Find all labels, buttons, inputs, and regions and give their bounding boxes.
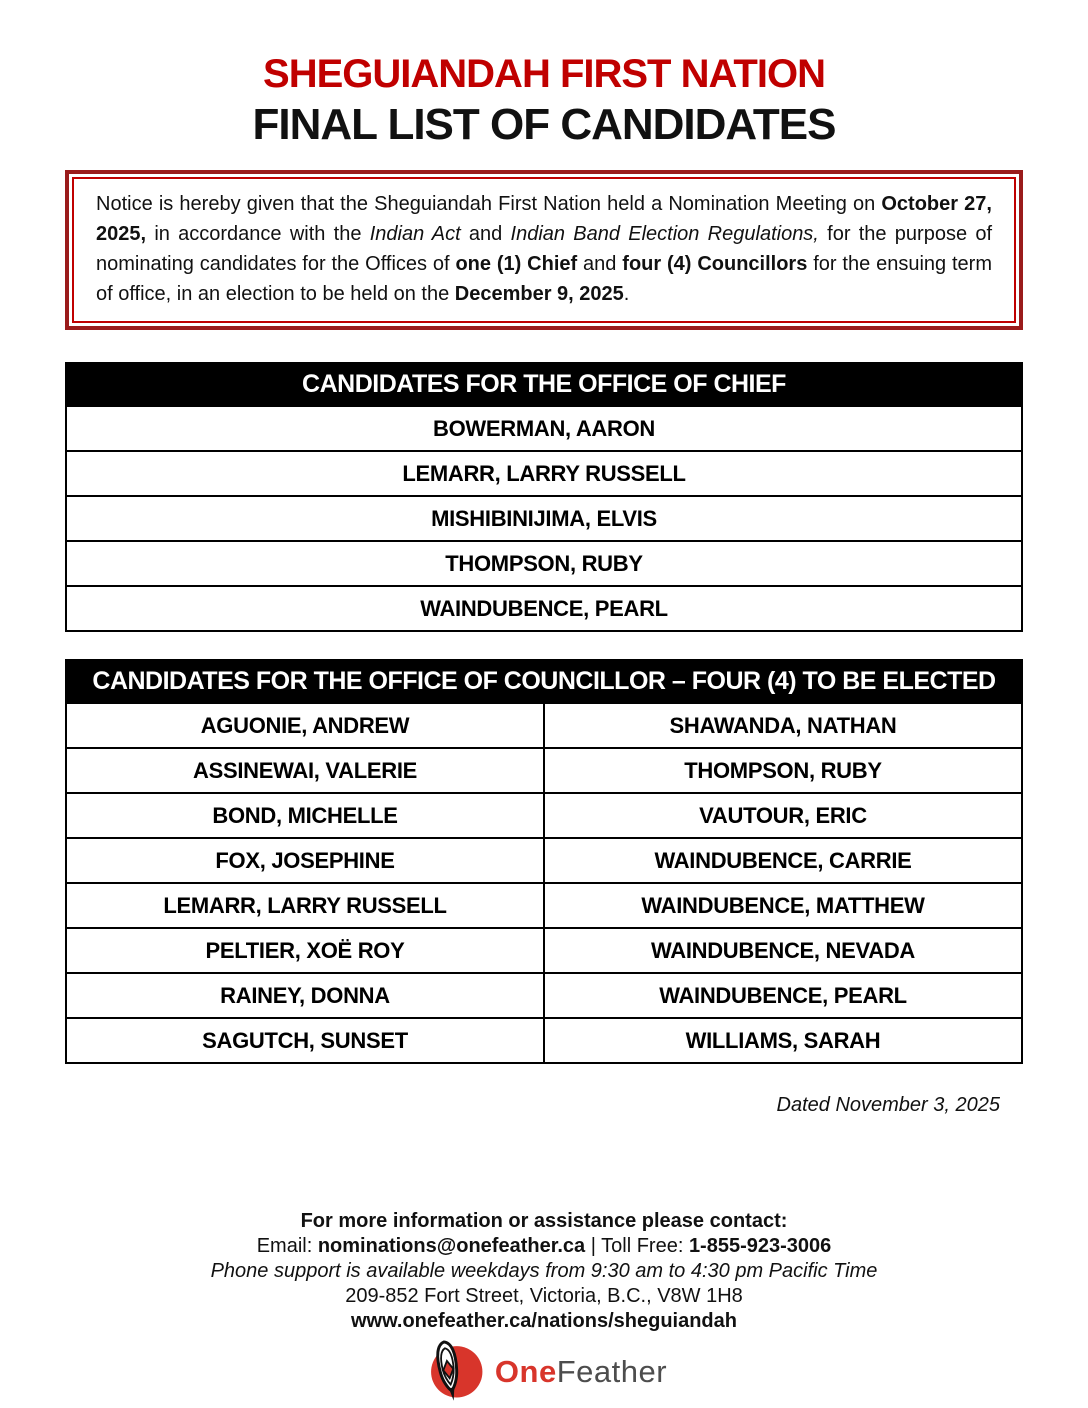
text-segment: October 27, 2025,	[96, 193, 992, 245]
chief-table-body	[67, 405, 1021, 630]
councillor-candidate-row	[67, 1017, 1021, 1062]
candidate-name: VAUTOUR, ERIC	[543, 794, 1021, 837]
text-segment: nominations@onefeather.ca	[317, 1235, 586, 1257]
councillor-candidate-row	[67, 882, 1021, 927]
chief-candidate-row	[67, 540, 1021, 585]
candidate-name: SHAWANDA, NATHAN	[543, 704, 1021, 747]
text-segment: in accordance with the	[146, 223, 370, 245]
candidate-name: LEMARR, LARRY RUSSELL	[402, 461, 686, 486]
councillor-candidate-row	[67, 702, 1021, 747]
candidate-name: ASSINEWAI, VALERIE	[193, 758, 417, 783]
candidate-name: BOWERMAN, AARON	[433, 416, 655, 441]
chief-candidate-row	[67, 450, 1021, 495]
councillor-candidate-row	[67, 837, 1021, 882]
candidate-name: SAGUTCH, SUNSET	[202, 1028, 408, 1053]
text-segment: for the ensuing term of office, in an election to be held on the	[96, 253, 992, 305]
candidate-name: THOMPSON, RUBY	[543, 749, 1021, 792]
phone-support-line: Phone support is available weekdays from 9:30 am to 4:30 pm Pacific Time	[210, 1260, 878, 1282]
candidate-name: MISHIBINIJIMA, ELVIS	[431, 506, 657, 531]
text-segment: for the purpose of nominating candidates for the Offices of	[96, 223, 993, 275]
text-segment: and	[577, 253, 623, 275]
onefeather-logo	[0, 1337, 1088, 1407]
logo-text-one: One	[494, 1354, 557, 1389]
text-segment: Indian Band Election Regulations,	[510, 223, 819, 245]
logo-text-feather: Feather	[556, 1354, 668, 1389]
chief-candidates-table	[65, 362, 1023, 632]
text-segment: 1-855-923-3006	[688, 1235, 832, 1257]
candidate-name: WAINDUBENCE, MATTHEW	[543, 884, 1021, 927]
footer-contact-block	[0, 1209, 1088, 1334]
notice-box-inner	[72, 177, 1016, 323]
nation-title: SHEGUIANDAH FIRST NATION	[263, 52, 825, 96]
text-segment: Notice is hereby given that the Sheguiandah First Nation held a Nomination Meeting on	[96, 193, 882, 215]
candidate-name: WAINDUBENCE, NEVADA	[543, 929, 1021, 972]
dated-line: Dated November 3, 2025	[776, 1094, 1000, 1116]
candidate-name: WAINDUBENCE, CARRIE	[543, 839, 1021, 882]
text-segment: December 9, 2025	[454, 283, 624, 305]
title-block	[0, 0, 1088, 152]
candidate-name: LEMARR, LARRY RUSSELL	[163, 893, 447, 918]
address-line: 209-852 Fort Street, Victoria, B.C., V8W 1H8	[345, 1285, 743, 1307]
councillor-candidate-row	[67, 927, 1021, 972]
text-segment: Email:	[256, 1235, 318, 1257]
text-segment: and	[460, 223, 511, 245]
candidate-name: BOND, MICHELLE	[212, 803, 398, 828]
candidate-name: THOMPSON, RUBY	[445, 551, 643, 576]
chief-table-header: CANDIDATES FOR THE OFFICE OF CHIEF	[67, 364, 1021, 405]
councillor-table-body	[67, 702, 1021, 1062]
candidate-name: WAINDUBENCE, PEARL	[420, 596, 668, 621]
councillor-candidate-row	[67, 972, 1021, 1017]
candidate-name: RAINEY, DONNA	[220, 983, 390, 1008]
councillor-candidate-row	[67, 792, 1021, 837]
text-segment: one (1) Chief	[455, 253, 578, 275]
text-segment: Indian Act	[369, 223, 461, 245]
notice-box	[65, 170, 1023, 330]
contact-heading: For more information or assistance please contact:	[300, 1210, 788, 1232]
text-segment: .	[623, 283, 630, 305]
councillor-candidate-row	[67, 747, 1021, 792]
chief-candidate-row	[67, 495, 1021, 540]
text-segment: | Toll Free:	[585, 1235, 689, 1257]
councillor-candidates-table	[65, 659, 1023, 1064]
logo-wordmark	[495, 1354, 667, 1390]
councillor-table-header: CANDIDATES FOR THE OFFICE OF COUNCILLOR – FOUR (4) TO BE ELECTED	[67, 661, 1021, 702]
website-line: www.onefeather.ca/nations/sheguiandah	[350, 1310, 737, 1332]
candidate-name: PELTIER, XOË ROY	[205, 938, 405, 963]
contact-email-phone-line	[0, 1234, 1088, 1259]
candidate-name: FOX, JOSEPHINE	[215, 848, 395, 873]
candidate-name: AGUONIE, ANDREW	[200, 713, 410, 738]
candidate-name: WAINDUBENCE, PEARL	[543, 974, 1021, 1017]
text-segment: four (4) Councillors	[622, 253, 808, 275]
document-title: FINAL LIST OF CANDIDATES	[252, 100, 836, 149]
chief-candidate-row	[67, 405, 1021, 450]
notice-paragraph	[96, 189, 992, 309]
candidate-name: WILLIAMS, SARAH	[543, 1019, 1021, 1062]
feather-icon	[421, 1336, 487, 1408]
chief-candidate-row	[67, 585, 1021, 630]
